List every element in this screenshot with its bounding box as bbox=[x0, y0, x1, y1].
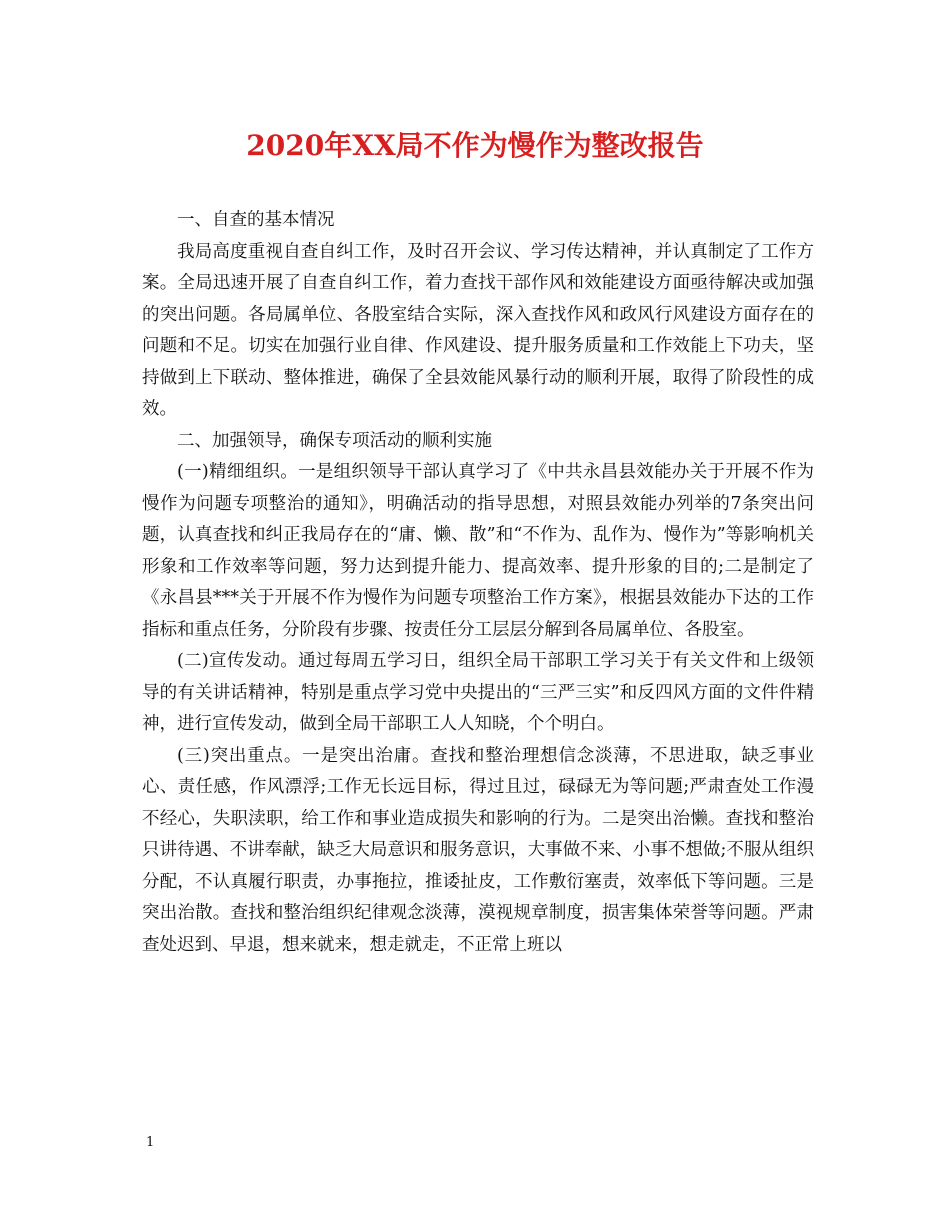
section-heading-1: 一、自查的基本情况 bbox=[177, 210, 335, 230]
page-number: 1 bbox=[146, 1135, 155, 1150]
document-title: 2020年XX局不作为慢作为整改报告 bbox=[246, 129, 704, 162]
paragraph-self-check: 我局高度重视自查自纠工作，及时召开会议、学习传达精神，并认真制定了工作方案。全局迅速开展了自查自纠工作，着力查找干部作风和效能建设方面亟待解决或加强的突出问题。各局属单位、各股室结合实际，深入查找作风和政风行风建设方面存在的问题和不足。切实在加强行业自律、作风建设、提升服务质量和工作效能上下功夫，坚持做到上下联动、整体推进，确保了全县效能风暴行动的顺利开展，取得了阶段性的成效。 bbox=[142, 241, 814, 419]
paragraph-organization: (一)精细组织。一是组织领导干部认真学习了《中共永昌县效能办关于开展不作为慢作为问题专项整治的通知》，明确活动的指导思想，对照县效能办列举的7条突出问题，认真查找和纠正我局存在的“庸、懒、散”和“不作为、乱作为、慢作为”等影响机关形象和工作效率等问题，努力达到提升能力、提高效率、提升形象的目的;二是制定了《永昌县***关于开展不作为慢作为问题专项整治工作方案》，根据县效能办下达的工作指标和重点任务，分阶段有步骤、按责任分工层层分解到各局属单位、各股室。 bbox=[142, 462, 814, 640]
document-body bbox=[142, 205, 814, 961]
section-heading-2: 二、加强领导，确保专项活动的顺利实施 bbox=[177, 430, 492, 451]
paragraph-publicity: (二)宣传发动。通过每周五学习日，组织全局干部职工学习关于有关文件和上级领导的有关讲话精神，特别是重点学习党中央提出的“三严三实”和反四风方面的文件件精神，进行宣传发动，做到全局干部职工人人知晓，个个明白。 bbox=[142, 651, 814, 734]
paragraph-key-points: (三)突出重点。一是突出治庸。查找和整治理想信念淡薄，不思进取，缺乏事业心、责任感，作风漂浮;工作无长远目标，得过且过，碌碌无为等问题;严肃查处工作漫不经心，失职渎职，给工作和事业造成损失和影响的行为。二是突出治懒。查找和整治只讲待遇、不讲奉献，缺乏大局意识和服务意识，大事做不来、小事不想做;不服从组织分配，不认真履行职责，办事拖拉，推诿扯皮，工作敷衍塞责，效率低下等问题。三是突出治散。查找和整治组织纪律观念淡薄，漠视规章制度，损害集体荣誉等问题。严肃查处迟到、早退，想来就来，想走就走，不正常上班以 bbox=[142, 745, 814, 955]
